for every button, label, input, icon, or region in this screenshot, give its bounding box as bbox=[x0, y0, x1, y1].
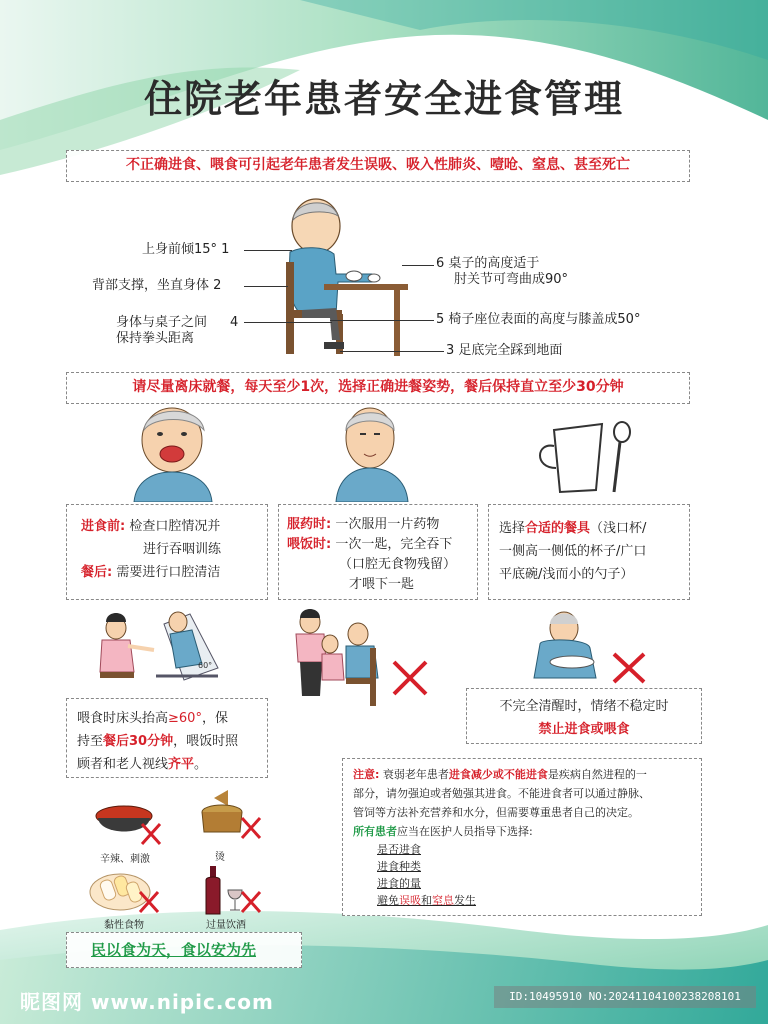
watermark-logo: 昵图网 www.nipic.com bbox=[20, 990, 274, 1014]
bed-text-3-end: 。 bbox=[194, 757, 208, 772]
sticky-food-icon bbox=[88, 864, 162, 916]
note-choice-2: 进食种类 bbox=[377, 860, 421, 873]
elderly-swallowing-illustration bbox=[332, 404, 412, 502]
consciousness-line-2: 禁止进食或喂食 bbox=[538, 722, 630, 737]
utensils-highlight: 合适的餐具 bbox=[525, 521, 591, 536]
bed-text-2-end: ，喂饭时照 bbox=[173, 734, 239, 749]
note-lead: 注意: bbox=[353, 768, 380, 781]
spicy-food-icon bbox=[92, 796, 164, 848]
note-p2: 部分，请勿强迫或者勉强其进食。不能进食者可以通过静脉、 bbox=[353, 787, 650, 800]
after-meal-text: 需要进行口腔清洁 bbox=[116, 565, 221, 580]
bed-angle-label: 60° bbox=[198, 661, 213, 670]
before-meal-text-1: 检查口腔情况并 bbox=[129, 519, 221, 534]
bed-text-3: 顾者和老人视线 bbox=[77, 757, 169, 772]
advice-text: 请尽量离床就餐，每天至少1次，选择正确进餐姿势，餐后保持直立至少30分钟 bbox=[132, 379, 624, 395]
utensils-text-3: 平底碗/浅而小的勺子） bbox=[499, 567, 634, 582]
leader-line-4 bbox=[244, 322, 332, 323]
before-after-meal-box bbox=[66, 504, 268, 600]
after-meal-label: 餐后: bbox=[81, 565, 113, 580]
warning-text: 不正确进食、喂食可引起老年患者发生误吸、吸入性肺炎、噎呛、窒息、甚至死亡 bbox=[126, 157, 630, 173]
alcohol-label: 过量饮酒 bbox=[206, 920, 246, 931]
posture-label-4a: 身体与桌子之间 bbox=[116, 315, 208, 330]
page-title: 住院老年患者安全进食管理 bbox=[143, 77, 624, 121]
leader-line-6 bbox=[402, 265, 434, 266]
seated-posture-illustration bbox=[262, 190, 412, 356]
leader-line-1 bbox=[244, 250, 292, 251]
note-p1b: 是疾病自然进程的一 bbox=[547, 768, 647, 781]
hot-food-icon bbox=[194, 788, 266, 844]
bed-text-3-highlight: 齐平 bbox=[168, 757, 195, 772]
feeding-text-3: 才喂下一匙 bbox=[349, 577, 415, 592]
leader-line-3 bbox=[340, 351, 444, 352]
unconscious-patient-illustration bbox=[510, 604, 670, 686]
posture-label-2: 背部支撑，坐直身体 2 bbox=[92, 278, 222, 293]
posture-label-1: 上身前倾15° 1 bbox=[142, 242, 230, 257]
sticky-food-label: 黏性食物 bbox=[104, 920, 144, 931]
posture-label-5: 5 椅子座位表面的高度与膝盖成50° bbox=[436, 312, 641, 327]
medicine-label: 服药时: bbox=[287, 517, 332, 532]
bed-text-1: 喂食时床头抬高 bbox=[77, 711, 169, 726]
bed-text-1-end: ，保 bbox=[201, 711, 228, 726]
leader-line-5 bbox=[330, 320, 434, 321]
utensils-pre: 选择 bbox=[499, 521, 526, 536]
spicy-food-label: 辛辣、刺激 bbox=[100, 854, 150, 865]
feeding-text-2: （口腔无食物残留） bbox=[339, 557, 457, 572]
before-meal-text-2: 进行吞咽训练 bbox=[143, 542, 222, 557]
utensils-box bbox=[488, 504, 690, 600]
posture-label-4b: 保持拳头距离 bbox=[116, 331, 195, 346]
note-choice-1: 是否进食 bbox=[377, 843, 421, 856]
note-choice-4-highlight-1: 误吸 bbox=[399, 894, 421, 907]
note-p1a: 衰弱老年患者 bbox=[382, 768, 449, 781]
medicine-text: 一次服用一片药物 bbox=[335, 517, 440, 532]
feeding-text-1: 一次一匙，完全吞下 bbox=[335, 537, 453, 552]
advice-banner bbox=[66, 372, 690, 404]
note-p3: 管饲等方法补充营养和水分，但需要尊重患者自己的决定。 bbox=[353, 806, 639, 819]
note-choice-3: 进食的量 bbox=[377, 877, 421, 890]
bed-feeding-illustration bbox=[94, 606, 222, 692]
watermark-id: ID:10495910 NO:20241104100238208101 bbox=[494, 986, 756, 1008]
posture-label-6a: 6 桌子的高度适于 bbox=[436, 256, 540, 271]
medicine-feeding-box bbox=[278, 504, 478, 600]
bed-feeding-box bbox=[66, 698, 268, 778]
utensils-text-1: （浅口杯/ bbox=[590, 521, 647, 536]
feeding-label: 喂饭时: bbox=[287, 537, 332, 552]
alcohol-icon bbox=[200, 864, 264, 916]
leader-line-2 bbox=[244, 286, 288, 287]
posture-label-4-number: 4 bbox=[230, 315, 239, 330]
cup-and-spoon-illustration bbox=[530, 420, 640, 496]
utensils-text-2: 一侧高一侧低的杯子/广口 bbox=[499, 544, 647, 559]
posture-label-6b: 肘关节可弯曲成90° bbox=[454, 272, 569, 287]
note-choice-4c: 发生 bbox=[454, 894, 476, 907]
bed-text-2-highlight: 餐后30分钟 bbox=[103, 734, 174, 749]
note-choice-4b: 和 bbox=[421, 894, 432, 907]
hot-food-label: 烫 bbox=[215, 852, 225, 863]
note-all-text: 应当在医护人员指导下选择: bbox=[397, 825, 533, 838]
note-p1-highlight: 进食减少或不能进食 bbox=[448, 768, 548, 781]
bed-text-2: 持至 bbox=[77, 734, 104, 749]
posture-label-3: 3 足底完全踩到地面 bbox=[446, 343, 563, 358]
note-choice-4-highlight-2: 窒息 bbox=[432, 894, 454, 907]
consciousness-box bbox=[466, 688, 702, 744]
elderly-open-mouth-illustration bbox=[130, 404, 216, 502]
slogan-text: 民以食为天，食以安为先 bbox=[91, 941, 257, 959]
slogan-box bbox=[66, 932, 302, 968]
note-box bbox=[342, 758, 702, 916]
wrong-feeding-posture-illustration bbox=[286, 604, 436, 708]
note-all-highlight: 所有患者 bbox=[353, 825, 397, 838]
bed-text-1-highlight: ≥60° bbox=[168, 711, 202, 726]
warning-banner bbox=[66, 150, 690, 182]
consciousness-line-1: 不完全清醒时，情绪不稳定时 bbox=[499, 699, 669, 714]
note-choice-4a: 避免 bbox=[377, 894, 399, 907]
before-meal-label: 进食前: bbox=[81, 519, 126, 534]
